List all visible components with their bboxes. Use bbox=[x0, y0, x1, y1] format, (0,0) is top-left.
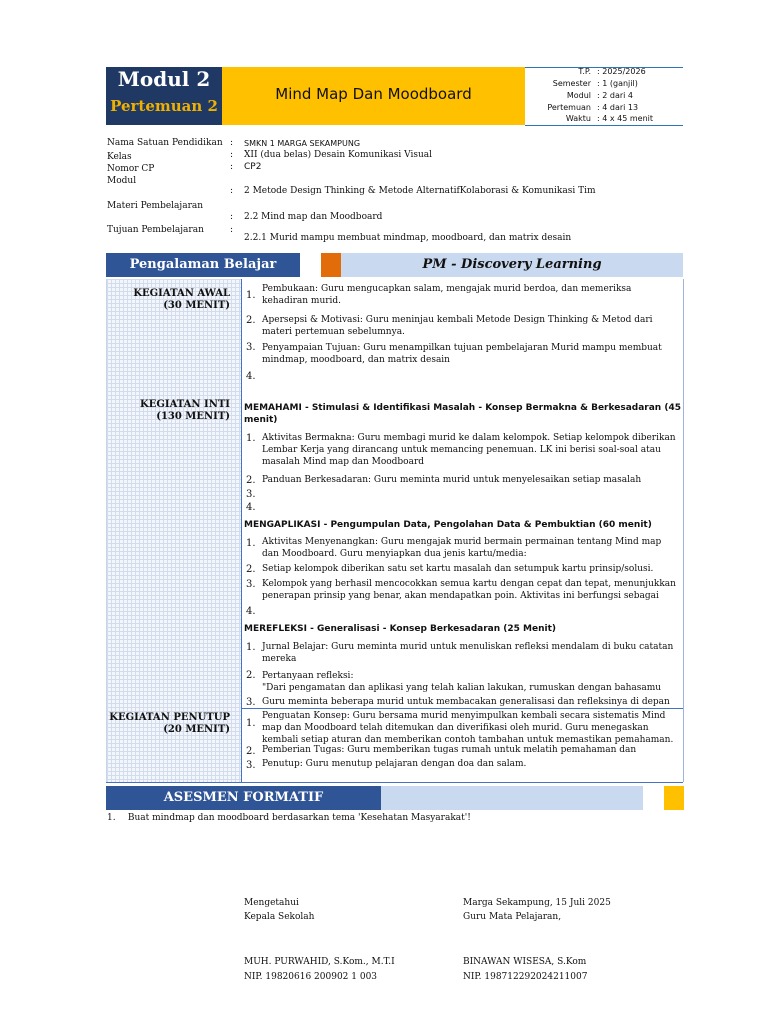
list-item bbox=[262, 314, 682, 338]
meta-bottom-rule bbox=[525, 125, 683, 126]
list-item bbox=[262, 563, 682, 575]
kegiatan-awal-label: KEGIATAN AWAL bbox=[133, 288, 230, 299]
kegiatan-awal-duration: (30 MENIT) bbox=[163, 300, 230, 311]
sig-right-name: BINAWAN WISESA, S.Kom bbox=[463, 957, 587, 967]
list-number: 4. bbox=[246, 502, 256, 513]
meta-value: : 2 dari 4 bbox=[597, 91, 633, 100]
list-line: Pertanyaan refleksi: bbox=[262, 671, 354, 681]
pm-discovery-bar: PM - Discovery Learning bbox=[341, 253, 683, 277]
colon: : bbox=[230, 150, 234, 160]
heading-line: MEMAHAMI - Stimulasi & Identifikasi Masalah - Konsep Bermakna & Berkesadaran (45 bbox=[244, 403, 681, 413]
list-item bbox=[262, 758, 682, 770]
list-number: 4. bbox=[246, 606, 256, 617]
list-line: Panduan Berkesadaran: Guru meminta murid untuk menyelesaikan setiap masalah bbox=[262, 475, 642, 485]
mengaplikasi-heading: MENGAPLIKASI - Pengumpulan Data, Pengolahan Data & Pembuktian (60 menit) bbox=[244, 520, 652, 530]
colon: : bbox=[230, 162, 234, 172]
list-number: 1. bbox=[246, 290, 256, 301]
merefleksi-heading: MEREFLEKSI - Generalisasi - Konsep Berkesadaran (25 Menit) bbox=[244, 624, 557, 634]
meta-value: : 4 x 45 menit bbox=[597, 114, 654, 123]
colon: : bbox=[230, 186, 234, 196]
list-line: Penguatan Konsep: Guru bersama murid menyimpulkan kembali secara sistematis Mind bbox=[262, 711, 666, 721]
colon: : bbox=[230, 138, 234, 148]
list-number: 2. bbox=[246, 475, 256, 486]
list-number: 1. bbox=[107, 813, 116, 823]
meta-waktu bbox=[525, 113, 685, 125]
sig-right-place-date: Marga Sekampung, 15 Juli 2025 bbox=[463, 898, 611, 908]
list-number: 3. bbox=[246, 489, 256, 500]
list-number: 3. bbox=[246, 342, 256, 353]
list-line: materi pertemuan sebelumnya. bbox=[262, 327, 405, 337]
list-number: 1. bbox=[246, 642, 256, 653]
list-number: 2. bbox=[246, 564, 256, 575]
orange-marker bbox=[321, 253, 341, 277]
meta-semester bbox=[525, 78, 685, 90]
modul-title: Modul 2 bbox=[117, 67, 211, 91]
list-line: Jurnal Belajar: Guru meminta murid untuk menuliskan refleksi mendalam di buku catatan bbox=[262, 642, 674, 652]
label-satuan: Nama Satuan Pendidikan bbox=[107, 138, 223, 148]
list-item bbox=[262, 744, 682, 756]
heading-line: menit) bbox=[244, 415, 278, 425]
kegiatan-penutup-label: KEGIATAN PENUTUP bbox=[109, 712, 230, 723]
list-number: 2. bbox=[246, 746, 256, 757]
list-line: mindmap, moodboard, dan matrix desain bbox=[262, 355, 450, 365]
asesmen-light-bar bbox=[381, 786, 643, 810]
list-number: 1. bbox=[246, 718, 256, 729]
list-line: Penutup: Guru menutup pelajaran dengan doa dan salam. bbox=[262, 759, 527, 769]
list-line: dan Moodboard. Guru menyiapkan dua jenis kartu/media: bbox=[262, 549, 527, 559]
memahami-heading bbox=[244, 402, 682, 426]
meta-value: : 1 (ganjil) bbox=[597, 79, 638, 88]
activity-label-column bbox=[106, 279, 241, 782]
meta-key: Waktu bbox=[565, 114, 591, 123]
list-line: Aktivitas Bermakna: Guru membagi murid ke dalam kelompok. Setiap kelompok diberikan bbox=[262, 433, 676, 443]
list-line: map dan Moodboard telah ditemukan dan diverifikasi oleh murid. Guru menegaskan bbox=[262, 723, 649, 733]
list-number: 3. bbox=[246, 760, 256, 771]
topic-title: Mind Map Dan Moodboard bbox=[275, 85, 472, 103]
meta-modul bbox=[525, 90, 685, 102]
meta-key: Modul bbox=[566, 91, 591, 100]
value-modul: 2 Metode Design Thinking & Metode AlternatifKolaborasi & Komunikasi Tim bbox=[244, 186, 596, 196]
label-cp: Nomor CP bbox=[107, 164, 155, 174]
list-line: "Dari pengamatan dan aplikasi yang telah kalian lakukan, rumuskan dengan bahasamu bbox=[262, 683, 662, 693]
list-line: kembali setiap aturan dan memberikan contoh tambahan untuk memastikan pemahaman. bbox=[262, 735, 674, 745]
list-number: 3. bbox=[246, 579, 256, 590]
asesmen-text: Buat mindmap dan moodboard berdasarkan tema 'Kesehatan Masyarakat'! bbox=[127, 813, 471, 823]
value-tujuan: 2.2.1 Murid mampu membuat mindmap, moodboard, dan matrix desain bbox=[244, 233, 572, 243]
meta-tp bbox=[525, 66, 685, 78]
list-line: Kelompok yang berhasil mencocokkan semua kartu dengan cepat dan tepat, menunjukkan bbox=[262, 579, 676, 589]
list-item bbox=[262, 432, 682, 468]
list-item bbox=[262, 342, 682, 366]
list-item bbox=[262, 670, 682, 694]
list-item bbox=[262, 283, 682, 307]
list-number: 4. bbox=[246, 371, 256, 382]
asesmen-formatif-bar: ASESMEN FORMATIF bbox=[106, 786, 381, 810]
meta-value: : 2025/2026 bbox=[597, 67, 646, 76]
value-satuan: SMKN 1 MARGA SEKAMPUNG bbox=[244, 139, 361, 148]
value-materi: 2.2 Mind map dan Moodboard bbox=[244, 212, 383, 222]
kegiatan-inti-duration: (130 MENIT) bbox=[156, 411, 230, 422]
sig-left-role: Kepala Sekolah bbox=[244, 912, 315, 922]
meta-value: : 4 dari 13 bbox=[597, 103, 639, 112]
asesmen-item bbox=[107, 812, 471, 824]
list-line: Lembar Kerja yang dirancang untuk memancing penemuan. LK ini berisi soal-soal atau bbox=[262, 445, 661, 455]
list-number: 2. bbox=[246, 670, 256, 681]
meta-key: T.P. bbox=[578, 67, 591, 76]
list-item bbox=[262, 474, 682, 486]
kegiatan-inti-label: KEGIATAN INTI bbox=[140, 399, 230, 410]
table-bottom-rule bbox=[106, 782, 683, 783]
list-line: Aktivitas Menyenangkan: Guru mengajak murid bermain permainan tentang Mind map bbox=[262, 537, 662, 547]
list-item bbox=[262, 536, 682, 560]
list-number: 2. bbox=[246, 315, 256, 326]
sig-left-nip: NIP. 19820616 200902 1 003 bbox=[244, 972, 378, 982]
meta-key: Semester bbox=[552, 79, 591, 88]
list-line: Setiap kelompok diberikan satu set kartu masalah dan setumpuk kartu prinsip/solusi. bbox=[262, 564, 654, 574]
meta-key: Pertemuan bbox=[547, 103, 591, 112]
label-materi: Materi Pembelajaran bbox=[107, 201, 204, 211]
list-number: 1. bbox=[246, 538, 256, 549]
yellow-marker bbox=[664, 786, 684, 810]
list-item bbox=[262, 641, 682, 665]
sig-right-role: Guru Mata Pelajaran, bbox=[463, 912, 562, 922]
label-modul: Modul bbox=[107, 176, 137, 186]
column-divider bbox=[241, 279, 242, 782]
colon: : bbox=[230, 212, 234, 222]
list-line: masalah Mind map dan Moodboard bbox=[262, 457, 425, 467]
list-line: kehadiran murid. bbox=[262, 296, 342, 306]
list-item bbox=[262, 696, 682, 707]
list-line: Pemberian Tugas: Guru memberikan tugas rumah untuk melatih pemahaman dan bbox=[262, 745, 637, 755]
right-border bbox=[683, 279, 684, 782]
list-item bbox=[262, 710, 682, 746]
value-cp: CP2 bbox=[244, 162, 262, 172]
list-line: Pembukaan: Guru mengucapkan salam, mengajak murid berdoa, dan memeriksa bbox=[262, 284, 632, 294]
pengalaman-belajar-bar: Pengalaman Belajar bbox=[106, 253, 300, 277]
list-number: 3. bbox=[246, 697, 256, 708]
sig-left-mengetahui: Mengetahui bbox=[244, 898, 299, 908]
list-item bbox=[262, 578, 682, 602]
pertemuan-title: Pertemuan 2 bbox=[110, 97, 218, 115]
list-line: mereka bbox=[262, 654, 297, 664]
kegiatan-penutup-duration: (20 MENIT) bbox=[163, 724, 230, 735]
sig-right-nip: NIP. 198712292024211007 bbox=[463, 972, 588, 982]
list-number: 1. bbox=[246, 433, 256, 444]
list-line: Apersepsi & Motivasi: Guru meninjau kembali Metode Design Thinking & Metod dari bbox=[262, 315, 653, 325]
value-kelas: XII (dua belas) Desain Komunikasi Visual bbox=[244, 150, 433, 160]
list-line: Guru meminta beberapa murid untuk membacakan generalisasi dan refleksinya di depan bbox=[262, 697, 670, 707]
list-line: Penyampaian Tujuan: Guru menampilkan tujuan pembelajaran Murid mampu membuat bbox=[262, 343, 662, 353]
sig-left-name: MUH. PURWAHID, S.Kom., M.T.I bbox=[244, 957, 395, 967]
label-tujuan: Tujuan Pembelajaran bbox=[107, 225, 204, 235]
colon: : bbox=[230, 225, 234, 235]
label-kelas: Kelas bbox=[107, 152, 132, 162]
list-line: penerapan prinsip yang benar, akan mendapatkan poin. Aktivitas ini berfungsi sebagai bbox=[262, 591, 659, 601]
penutup-divider bbox=[241, 708, 683, 709]
